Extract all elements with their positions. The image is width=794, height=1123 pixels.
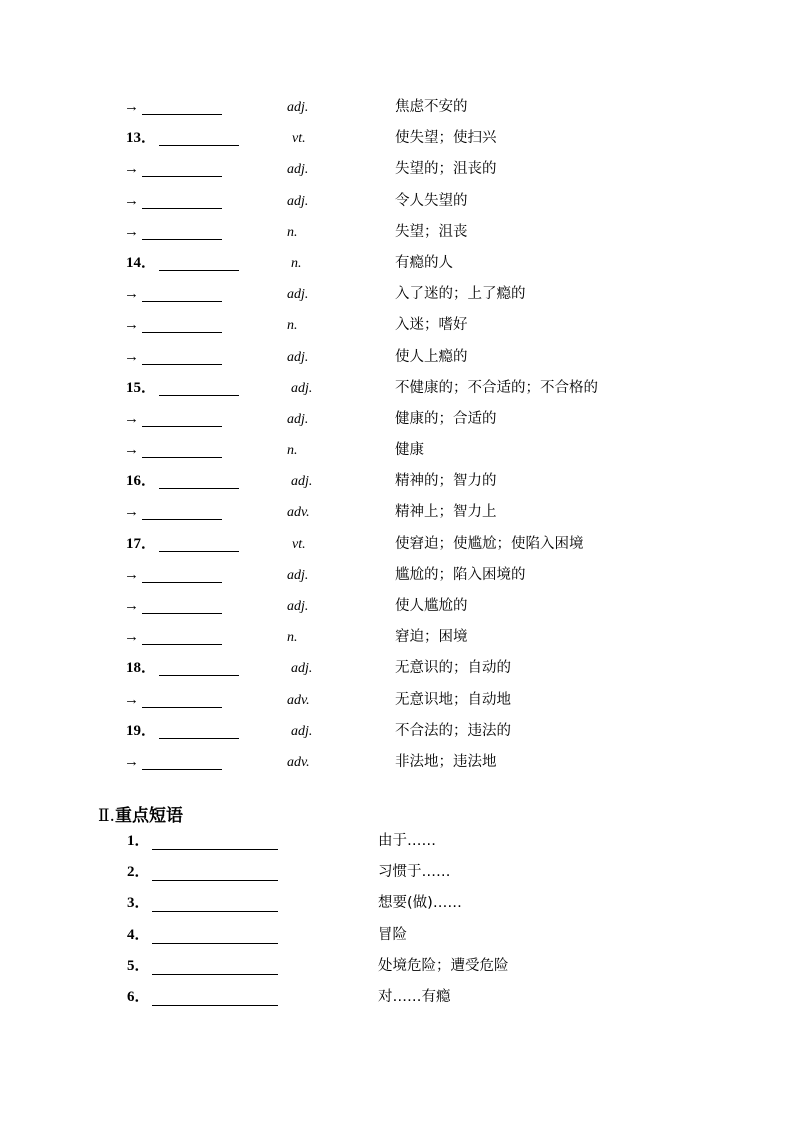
part-of-speech: vt. xyxy=(292,131,306,147)
vocab-row xyxy=(0,404,794,435)
phrase-row xyxy=(0,857,794,888)
meaning: 入了迷的；上了瘾的 xyxy=(395,286,526,303)
meaning: 令人失望的 xyxy=(395,192,468,209)
derivation-arrow: → xyxy=(124,223,139,240)
section-heading xyxy=(98,801,183,826)
phrase-row xyxy=(0,920,794,951)
answer-blank[interactable] xyxy=(142,114,222,115)
item-number: 18． xyxy=(126,660,157,677)
derivation-arrow: → xyxy=(124,410,139,427)
answer-blank[interactable] xyxy=(142,644,222,645)
answer-blank[interactable] xyxy=(142,582,222,583)
phrase-row xyxy=(0,951,794,982)
meaning: 无意识的；自动的 xyxy=(395,660,511,677)
meaning: 使失望；使扫兴 xyxy=(395,130,497,147)
item-number: 15． xyxy=(126,379,157,396)
part-of-speech: adj. xyxy=(291,661,313,677)
part-of-speech: adj. xyxy=(287,349,309,365)
derivation-arrow: → xyxy=(124,629,139,646)
vocab-row xyxy=(0,186,794,217)
derivation-arrow: → xyxy=(124,442,139,459)
derivation-arrow: → xyxy=(124,504,139,521)
answer-blank[interactable] xyxy=(152,974,278,975)
answer-blank[interactable] xyxy=(159,145,239,146)
vocab-row xyxy=(0,497,794,528)
phrase-meaning: 对……有瘾 xyxy=(378,988,451,1005)
phrase-meaning: 习惯于…… xyxy=(378,864,451,881)
phrase-meaning: 想要(做)…… xyxy=(378,895,462,912)
vocab-row xyxy=(0,466,794,497)
vocab-row xyxy=(0,591,794,622)
answer-blank[interactable] xyxy=(152,943,278,944)
item-number: 17． xyxy=(126,535,157,552)
part-of-speech: adj. xyxy=(291,380,313,396)
phrase-number: 1． xyxy=(127,833,150,849)
vocab-row xyxy=(0,685,794,716)
part-of-speech: adv. xyxy=(287,754,310,770)
answer-blank[interactable] xyxy=(142,239,222,240)
phrase-meaning: 冒险 xyxy=(378,926,407,943)
derivation-arrow: → xyxy=(124,348,139,365)
meaning: 使窘迫；使尴尬；使陷入困境 xyxy=(395,535,584,552)
vocab-row xyxy=(0,310,794,341)
vocab-row xyxy=(0,529,794,560)
derivation-arrow: → xyxy=(124,192,139,209)
answer-blank[interactable] xyxy=(152,849,278,850)
phrase-number: 2． xyxy=(127,864,150,881)
vocab-row xyxy=(0,373,794,404)
part-of-speech: adj. xyxy=(287,193,309,209)
phrase-row xyxy=(0,826,794,857)
part-of-speech: vt. xyxy=(292,536,306,552)
answer-blank[interactable] xyxy=(152,911,278,912)
meaning: 使人上瘾的 xyxy=(395,348,468,365)
phrase-meaning: 处境危险；遭受危险 xyxy=(378,957,509,974)
phrase-number: 5． xyxy=(127,957,150,974)
meaning: 窘迫；困境 xyxy=(395,629,468,646)
part-of-speech: adj. xyxy=(287,567,309,583)
part-of-speech: adj. xyxy=(291,723,313,739)
answer-blank[interactable] xyxy=(159,395,239,396)
meaning: 不合法的；违法的 xyxy=(395,722,511,739)
section-numeral: Ⅱ. xyxy=(98,806,115,826)
answer-blank[interactable] xyxy=(152,880,278,881)
vocab-row xyxy=(0,123,794,154)
derivation-arrow: → xyxy=(124,161,139,178)
answer-blank[interactable] xyxy=(142,519,222,520)
phrase-number: 4． xyxy=(127,926,150,943)
phrase-number: 6． xyxy=(127,988,150,1005)
meaning: 健康的；合适的 xyxy=(395,410,497,427)
answer-blank[interactable] xyxy=(142,208,222,209)
derivation-arrow: → xyxy=(124,598,139,614)
answer-blank[interactable] xyxy=(159,551,239,552)
meaning: 失望的；沮丧的 xyxy=(395,161,497,178)
meaning: 失望；沮丧 xyxy=(395,223,468,240)
answer-blank[interactable] xyxy=(152,1005,278,1006)
section-title: 重点短语 xyxy=(114,806,183,826)
part-of-speech: adv. xyxy=(287,505,310,521)
meaning: 健康 xyxy=(395,442,424,459)
answer-blank[interactable] xyxy=(159,738,239,739)
part-of-speech: adj. xyxy=(291,474,313,490)
vocabulary-list xyxy=(0,92,794,778)
part-of-speech: adj. xyxy=(287,162,309,178)
part-of-speech: n. xyxy=(287,630,298,646)
vocab-row xyxy=(0,217,794,248)
part-of-speech: adv. xyxy=(287,692,310,708)
part-of-speech: n. xyxy=(287,224,298,240)
phrase-number: 3． xyxy=(127,895,150,912)
vocab-row xyxy=(0,653,794,684)
vocab-row xyxy=(0,435,794,466)
part-of-speech: n. xyxy=(287,318,298,334)
derivation-arrow: → xyxy=(124,753,139,770)
item-number: 13． xyxy=(126,130,157,147)
phrase-row xyxy=(0,982,794,1013)
vocab-row xyxy=(0,279,794,310)
answer-blank[interactable] xyxy=(142,426,222,427)
meaning: 精神的；智力的 xyxy=(395,473,497,490)
phrase-row xyxy=(0,888,794,919)
vocab-row xyxy=(0,154,794,185)
meaning: 焦虑不安的 xyxy=(395,99,468,115)
answer-blank[interactable] xyxy=(142,707,222,708)
item-number: 19． xyxy=(126,722,157,739)
vocab-row xyxy=(0,747,794,778)
meaning: 无意识地；自动地 xyxy=(395,691,511,708)
vocab-row xyxy=(0,622,794,653)
meaning: 入迷；嗜好 xyxy=(395,317,468,334)
meaning: 精神上；智力上 xyxy=(395,504,497,521)
derivation-arrow: → xyxy=(124,566,139,583)
phrase-meaning: 由于…… xyxy=(378,833,436,849)
item-number: 14． xyxy=(126,254,157,271)
answer-blank[interactable] xyxy=(159,675,239,676)
part-of-speech: adj. xyxy=(287,411,309,427)
vocab-row xyxy=(0,248,794,279)
meaning: 非法地；违法地 xyxy=(395,753,497,770)
item-number: 16． xyxy=(126,473,157,490)
vocab-row xyxy=(0,92,794,123)
derivation-arrow: → xyxy=(124,99,139,115)
derivation-arrow: → xyxy=(124,691,139,708)
answer-blank[interactable] xyxy=(142,332,222,333)
answer-blank[interactable] xyxy=(159,270,239,271)
answer-blank[interactable] xyxy=(142,613,222,614)
part-of-speech: adj. xyxy=(287,599,309,614)
vocab-row xyxy=(0,560,794,591)
part-of-speech: n. xyxy=(291,255,302,271)
part-of-speech: n. xyxy=(287,443,298,459)
phrase-list xyxy=(0,826,794,1013)
answer-blank[interactable] xyxy=(142,769,222,770)
answer-blank[interactable] xyxy=(142,176,222,177)
meaning: 有瘾的人 xyxy=(395,254,453,271)
meaning: 使人尴尬的 xyxy=(395,598,468,614)
meaning: 不健康的；不合适的；不合格的 xyxy=(395,379,598,396)
part-of-speech: adj. xyxy=(287,100,309,115)
answer-blank[interactable] xyxy=(142,457,222,458)
derivation-arrow: → xyxy=(124,286,139,303)
answer-blank[interactable] xyxy=(142,364,222,365)
answer-blank[interactable] xyxy=(142,301,222,302)
meaning: 尴尬的；陷入困境的 xyxy=(395,566,526,583)
part-of-speech: adj. xyxy=(287,287,309,303)
answer-blank[interactable] xyxy=(159,488,239,489)
derivation-arrow: → xyxy=(124,317,139,334)
vocab-row xyxy=(0,716,794,747)
vocab-row xyxy=(0,342,794,373)
